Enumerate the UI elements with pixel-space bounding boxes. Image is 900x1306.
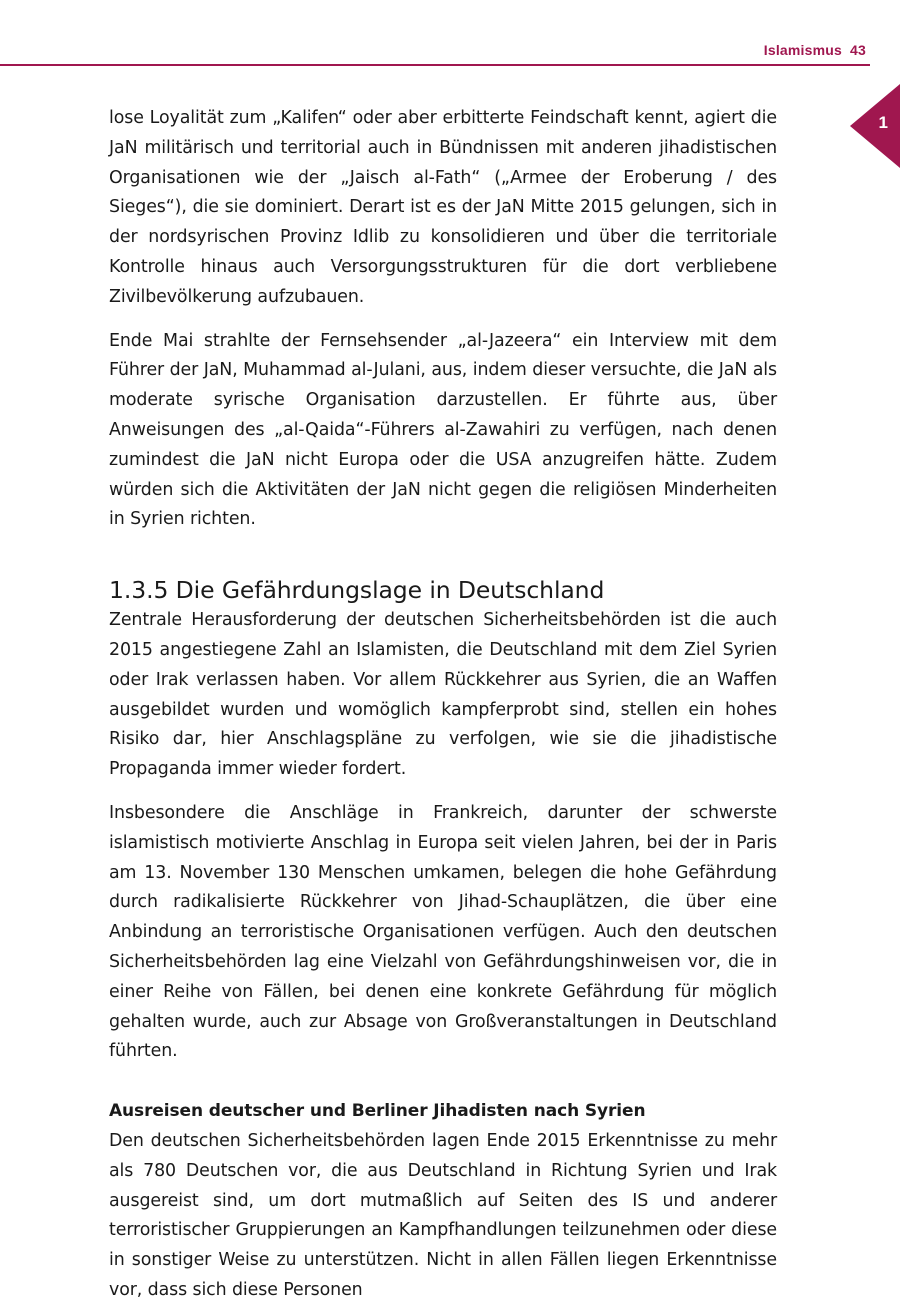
header-rule [0,64,870,66]
subsection-heading: Ausreisen deutscher und Berliner Jihadisten nach Syrien [109,1101,646,1122]
chapter-tab-number: 1 [878,113,888,132]
page-number: 43 [850,42,866,58]
body-paragraph: Insbesondere die Anschläge in Frankreich, darunter der schwerste islamistisch motivierte Anschlag in Europa seit vielen Jahren, bei der in Paris am 13. November 130 Menschen umkamen, belegen die hohe Gefährdung durch radikalisierte Rückkehrer von Jihad-Schauplätzen, die über eine Anbindung an terroristische Organisationen verfügen. Auch den deutschen Sicherheitsbehörden lag eine Vielzahl von Gefährdungshinweisen vor, die in einer Reihe von Fällen, bei denen eine konkrete Gefährdung für möglich gehalten wurde, auch zur Absage von Großveranstaltungen in Deutschland führten. [109,802,777,1062]
body-paragraph: Ende Mai strahlte der Fernsehsender „al-Jazeera“ ein Interview mit dem Führer der JaN, Muhammad al-Julani, aus, indem dieser versuchte, die JaN als moderate syrische Organisation darzustellen. Er führte aus, über Anweisungen des „al-Qaida“-Führers al-Zawahiri zu verfügen, nach denen zumindest die JaN nicht Europa oder die USA anzugreifen hätte. Zudem würden sich die Aktivitäten der JaN nicht gegen die religiösen Minderheiten in Syrien richten. [109,330,777,530]
body-paragraph: lose Loyalität zum „Kalifen“ oder aber erbitterte Feindschaft kennt, agiert die JaN militärisch und territorial auch in Bündnissen mit anderen jihadistischen Organisationen wie der „Jaisch al-Fath“ („Armee der Eroberung / des Sieges“), die sie dominiert. Derart ist es der JaN Mitte 2015 gelungen, sich in der nordsyrischen Provinz Idlib zu konsolidieren und über die territoriale Kontrolle hinaus auch Versorgungsstrukturen für die dort verbliebene Zivilbevölkerung aufzubauen. [109,108,777,307]
running-header [764,42,866,58]
chapter-tab-triangle [850,84,900,168]
body-paragraph: Den deutschen Sicherheitsbehörden lagen Ende 2015 Erkenntnisse zu mehr als 780 Deutschen vor, die aus Deutschland in Richtung Syrien und Irak ausgereist sind, um dort mutmaßlich auf Seiten des IS und anderer terroristischer Gruppierungen an Kampfhandlungen teilzunehmen oder diese in sonstiger Weise zu unterstützen. Nicht in allen Fällen liegen Erkenntnisse vor, dass sich diese Personen [109,1130,777,1300]
running-header-title: Islamismus [763,42,843,58]
section-heading: 1.3.5 Die Gefährdungslage in Deutschland [109,576,605,605]
body-paragraph: Zentrale Herausforderung der deutschen Sicherheitsbehörden ist die auch 2015 angestiegene Zahl an Islamisten, die Deutschland mit dem Ziel Syrien oder Irak verlassen haben. Vor allem Rückkehrer aus Syrien, die an Waffen ausgebildet wurden und womöglich kampferprobt sind, stellen ein hohes Risiko dar, hier Anschlagspläne zu verfolgen, wie sie die jihadistische Propaganda immer wieder fordert. [109,610,777,780]
page-body [109,104,777,1306]
